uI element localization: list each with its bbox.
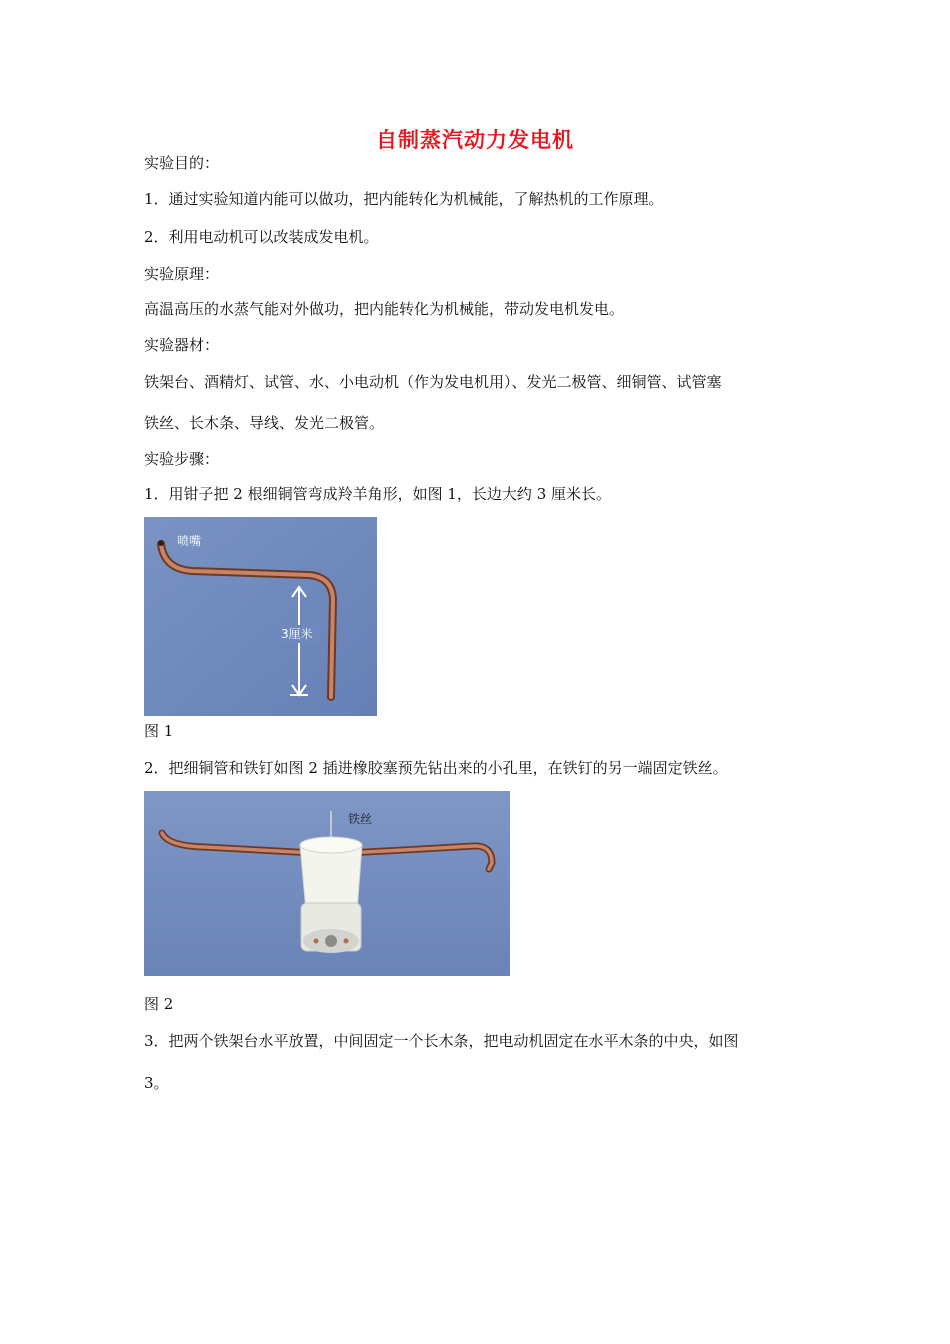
purpose-heading: 实验目的： <box>144 154 220 172</box>
step-3-line-2: 3。 <box>144 1074 169 1092</box>
purpose-item-1: 1．通过实验知道内能可以做功，把内能转化为机械能，了解热机的工作原理。 <box>144 190 664 208</box>
principle-heading: 实验原理： <box>144 265 220 283</box>
principle-text: 高温高压的水蒸气能对外做功，把内能转化为机械能，带动发电机发电。 <box>144 300 625 318</box>
figure-1-caption: 图 1 <box>144 722 174 740</box>
step-1: 1．用钳子把 2 根细铜管弯成羚羊角形，如图 1，长边大约 3 厘米长。 <box>144 485 612 503</box>
stopper-assembly-image <box>144 791 510 976</box>
wire-label: 铁丝 <box>348 812 373 826</box>
figure-1-photo <box>144 517 377 716</box>
step-2: 2．把细铜管和铁钉如图 2 插进橡胶塞预先钻出来的小孔里，在铁钉的另一端固定铁丝。 <box>144 759 728 777</box>
nozzle-label: 喷嘴 <box>177 534 202 548</box>
purpose-item-2: 2．利用电动机可以改装成发电机。 <box>144 228 379 246</box>
bent-copper-tube-image <box>144 517 377 716</box>
step-3-line-1: 3．把两个铁架台水平放置，中间固定一个长木条，把电动机固定在水平木条的中央，如图 <box>144 1032 739 1050</box>
materials-heading: 实验器材： <box>144 336 220 354</box>
document-title: 自制蒸汽动力发电机 <box>376 127 574 152</box>
materials-line-2: 铁丝、长木条、导线、发光二极管。 <box>144 414 385 432</box>
length-label: 3厘米 <box>281 627 313 641</box>
materials-line-1: 铁架台、酒精灯、试管、水、小电动机（作为发电机用）、发光二极管、细铜管、试管塞 <box>144 373 722 391</box>
figure-2-caption: 图 2 <box>144 995 174 1013</box>
steps-heading: 实验步骤： <box>144 450 220 468</box>
figure-2-photo <box>144 791 510 976</box>
